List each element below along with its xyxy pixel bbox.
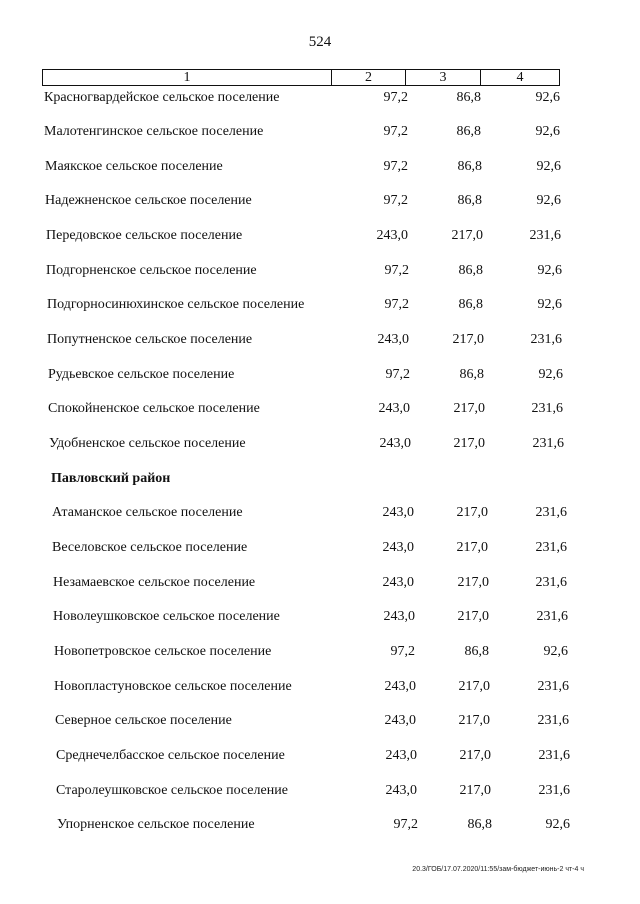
value-col-3: 86,8 [457,193,482,208]
table-row [0,261,640,281]
table-row [0,677,640,697]
value-col-4: 231,6 [536,609,568,624]
value-col-4: 231,6 [532,436,564,451]
value-col-4: 92,6 [535,90,560,105]
table-row [0,607,640,627]
table-row [0,434,640,454]
table-row [0,191,640,211]
table-row [0,573,640,593]
value-col-4: 92,6 [538,367,563,382]
section-heading: Павловский район [51,471,171,486]
value-col-4: 92,6 [537,297,562,312]
table-row [0,122,640,142]
value-col-4: 231,6 [538,783,570,798]
value-col-2: 243,0 [378,401,410,416]
header-col-3: 3 [406,70,481,85]
table-row [0,226,640,246]
settlement-name: Упорненское сельское поселение [57,817,255,832]
table-row [0,746,640,766]
value-col-4: 231,6 [538,748,570,763]
value-col-3: 217,0 [457,609,489,624]
value-col-4: 231,6 [535,505,567,520]
table-row [0,711,640,731]
value-col-2: 243,0 [376,228,408,243]
value-col-3: 86,8 [456,124,481,139]
table-row [0,88,640,108]
settlement-name: Северное сельское поселение [55,713,232,728]
header-col-2: 2 [332,70,406,85]
value-col-4: 92,6 [537,263,562,278]
settlement-name: Малотенгинское сельское поселение [44,124,264,139]
table-row [0,157,640,177]
value-col-2: 97,2 [383,193,408,208]
value-col-4: 92,6 [536,159,561,174]
page-number: 524 [308,34,332,50]
value-col-3: 217,0 [458,713,490,728]
value-col-3: 86,8 [458,263,483,278]
value-col-2: 97,2 [384,297,409,312]
settlement-name: Передовское сельское поселение [46,228,243,243]
settlement-name: Веселовское сельское поселение [52,540,248,555]
settlement-name: Новопластуновское сельское поселение [54,679,292,694]
value-col-4: 231,6 [537,679,569,694]
value-col-4: 231,6 [531,401,563,416]
value-col-3: 217,0 [457,575,489,590]
value-col-2: 243,0 [382,575,414,590]
value-col-2: 97,2 [383,124,408,139]
value-col-2: 97,2 [390,644,415,659]
value-col-2: 243,0 [379,436,411,451]
value-col-2: 97,2 [383,159,408,174]
table-row [0,781,640,801]
value-col-3: 217,0 [452,332,484,347]
value-col-3: 217,0 [458,679,490,694]
value-col-3: 217,0 [453,401,485,416]
value-col-4: 231,6 [537,713,569,728]
table-row [0,295,640,315]
settlement-name: Новолеушковское сельское поселение [53,609,280,624]
value-col-4: 92,6 [543,644,568,659]
value-col-3: 86,8 [457,159,482,174]
table-row [0,330,640,350]
document-footer: 20.3/ГОБ/17.07.2020/11:55/зам-бюджет-июнь-2 чт-4 ч [412,866,584,873]
settlement-name: Новопетровское сельское поселение [54,644,272,659]
value-col-2: 243,0 [377,332,409,347]
settlement-name: Среднечелбасское сельское поселение [56,748,285,763]
value-col-2: 97,2 [383,90,408,105]
settlement-name: Маякское сельское поселение [45,159,223,174]
value-col-4: 231,6 [529,228,561,243]
value-col-2: 243,0 [384,713,416,728]
value-col-2: 243,0 [385,748,417,763]
value-col-4: 231,6 [535,575,567,590]
settlement-name: Подгорносинюхинское сельское поселение [47,297,305,312]
value-col-3: 217,0 [456,505,488,520]
header-col-4: 4 [516,70,524,85]
table-row [0,815,640,835]
settlement-name: Спокойненское сельское поселение [48,401,260,416]
settlement-name: Красногвардейское сельское поселение [44,90,280,105]
settlement-name: Старолеушковское сельское поселение [56,783,288,798]
header-col-1: 1 [43,70,332,85]
settlement-name: Подгорненское сельское поселение [46,263,257,278]
value-col-3: 217,0 [451,228,483,243]
value-col-2: 243,0 [383,609,415,624]
table-header [42,69,560,86]
value-col-3: 86,8 [467,817,492,832]
value-col-2: 243,0 [382,505,414,520]
settlement-name: Попутненское сельское поселение [47,332,253,347]
value-col-3: 86,8 [464,644,489,659]
table-row [0,503,640,523]
value-col-2: 97,2 [384,263,409,278]
value-col-3: 86,8 [456,90,481,105]
value-col-2: 243,0 [385,783,417,798]
table-row [0,642,640,662]
settlement-name: Атаманское сельское поселение [52,505,243,520]
value-col-2: 243,0 [382,540,414,555]
settlement-name: Надежненское сельское поселение [45,193,252,208]
value-col-3: 86,8 [458,297,483,312]
table-row [0,365,640,385]
value-col-3: 217,0 [459,748,491,763]
table-row [0,538,640,558]
settlement-name: Незамаевское сельское поселение [53,575,256,590]
value-col-4: 231,6 [535,540,567,555]
value-col-4: 92,6 [536,193,561,208]
value-col-4: 231,6 [530,332,562,347]
value-col-3: 217,0 [456,540,488,555]
settlement-name: Удобненское сельское поселение [49,436,246,451]
value-col-3: 86,8 [459,367,484,382]
settlement-name: Рудьевское сельское поселение [48,367,235,382]
value-col-4: 92,6 [545,817,570,832]
value-col-4: 92,6 [535,124,560,139]
value-col-3: 217,0 [453,436,485,451]
value-col-3: 217,0 [459,783,491,798]
value-col-2: 243,0 [384,679,416,694]
value-col-2: 97,2 [393,817,418,832]
table-row [0,399,640,419]
value-col-2: 97,2 [385,367,410,382]
